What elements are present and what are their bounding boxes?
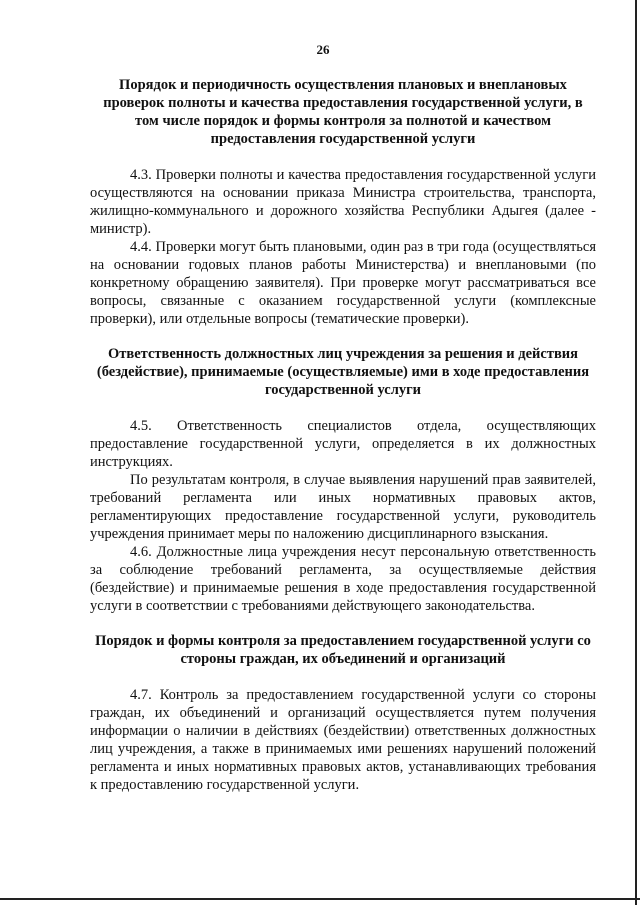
section-public-control [90,632,596,794]
scan-border-bottom [0,898,640,900]
section-heading: Ответственность должностных лиц учреждения за решения и действия (бездействие), принимаемые (осуществляемые) ими в ходе предоставления государственной услуги [96,346,590,398]
paragraph-4-6: 4.6. Должностные лица учреждения несут персональную ответственность за соблюдение требований регламента, за осуществляемые действия (бездействие) и принимаемые решения в ходе предоставления государственной услуги в соответствии с требованиями действующего законодательства. [90,544,596,614]
paragraph-4-4: 4.4. Проверки могут быть плановыми, один раз в три года (осуществляться на основании годовых планов работы Министерства) и внеплановыми (по конкретному обращению заявителя). При проверке могут рассматриваться все вопросы, связанные с оказанием государственной услуги (комплексные проверки), или отдельные вопросы (тематические проверки). [90,239,596,327]
paragraph-control-results: По результатам контроля, в случае выявления нарушений прав заявителей, требований регламента или иных нормативных правовых актов, регламентирующих предоставление государственной услуги, руководитель учреждения принимает меры по наложению дисциплинарного взыскания. [90,472,596,542]
paragraph-4-7: 4.7. Контроль за предоставлением государственной услуги со стороны граждан, их объединений и организаций осуществляется путем получения информации о наличии в действиях (бездействии) ответственных должностных лиц учреждения, а также в принимаемых ими решениях нарушений положений регламента и иных нормативных правовых актов, устанавливающих требования к предоставлению государственной услуги. [90,687,596,793]
section-heading: Порядок и формы контроля за предоставлением государственной услуги со стороны граждан, их объединений и организаций [95,633,591,667]
page-number: 26 [316,42,330,57]
section-heading: Порядок и периодичность осуществления плановых и внеплановых проверок полноты и качества предоставления государственной услуги, в том числе порядок и формы контроля за полнотой и качеством предоставления государственной услуги [103,77,583,147]
section-inspections [90,76,596,328]
paragraph-4-5: 4.5. Ответственность специалистов отдела, осуществляющих предоставление государственной услуги, определяется в их должностных инструкциях. [90,418,596,470]
section-responsibility [90,345,596,615]
scan-border-right [635,0,637,905]
paragraph-4-3: 4.3. Проверки полноты и качества предоставления государственной услуги осуществляются на основании приказа Министра строительства, транспорта, жилищно-коммунального и дорожного хозяйства Республики Адыгея (далее - министр). [90,167,596,237]
